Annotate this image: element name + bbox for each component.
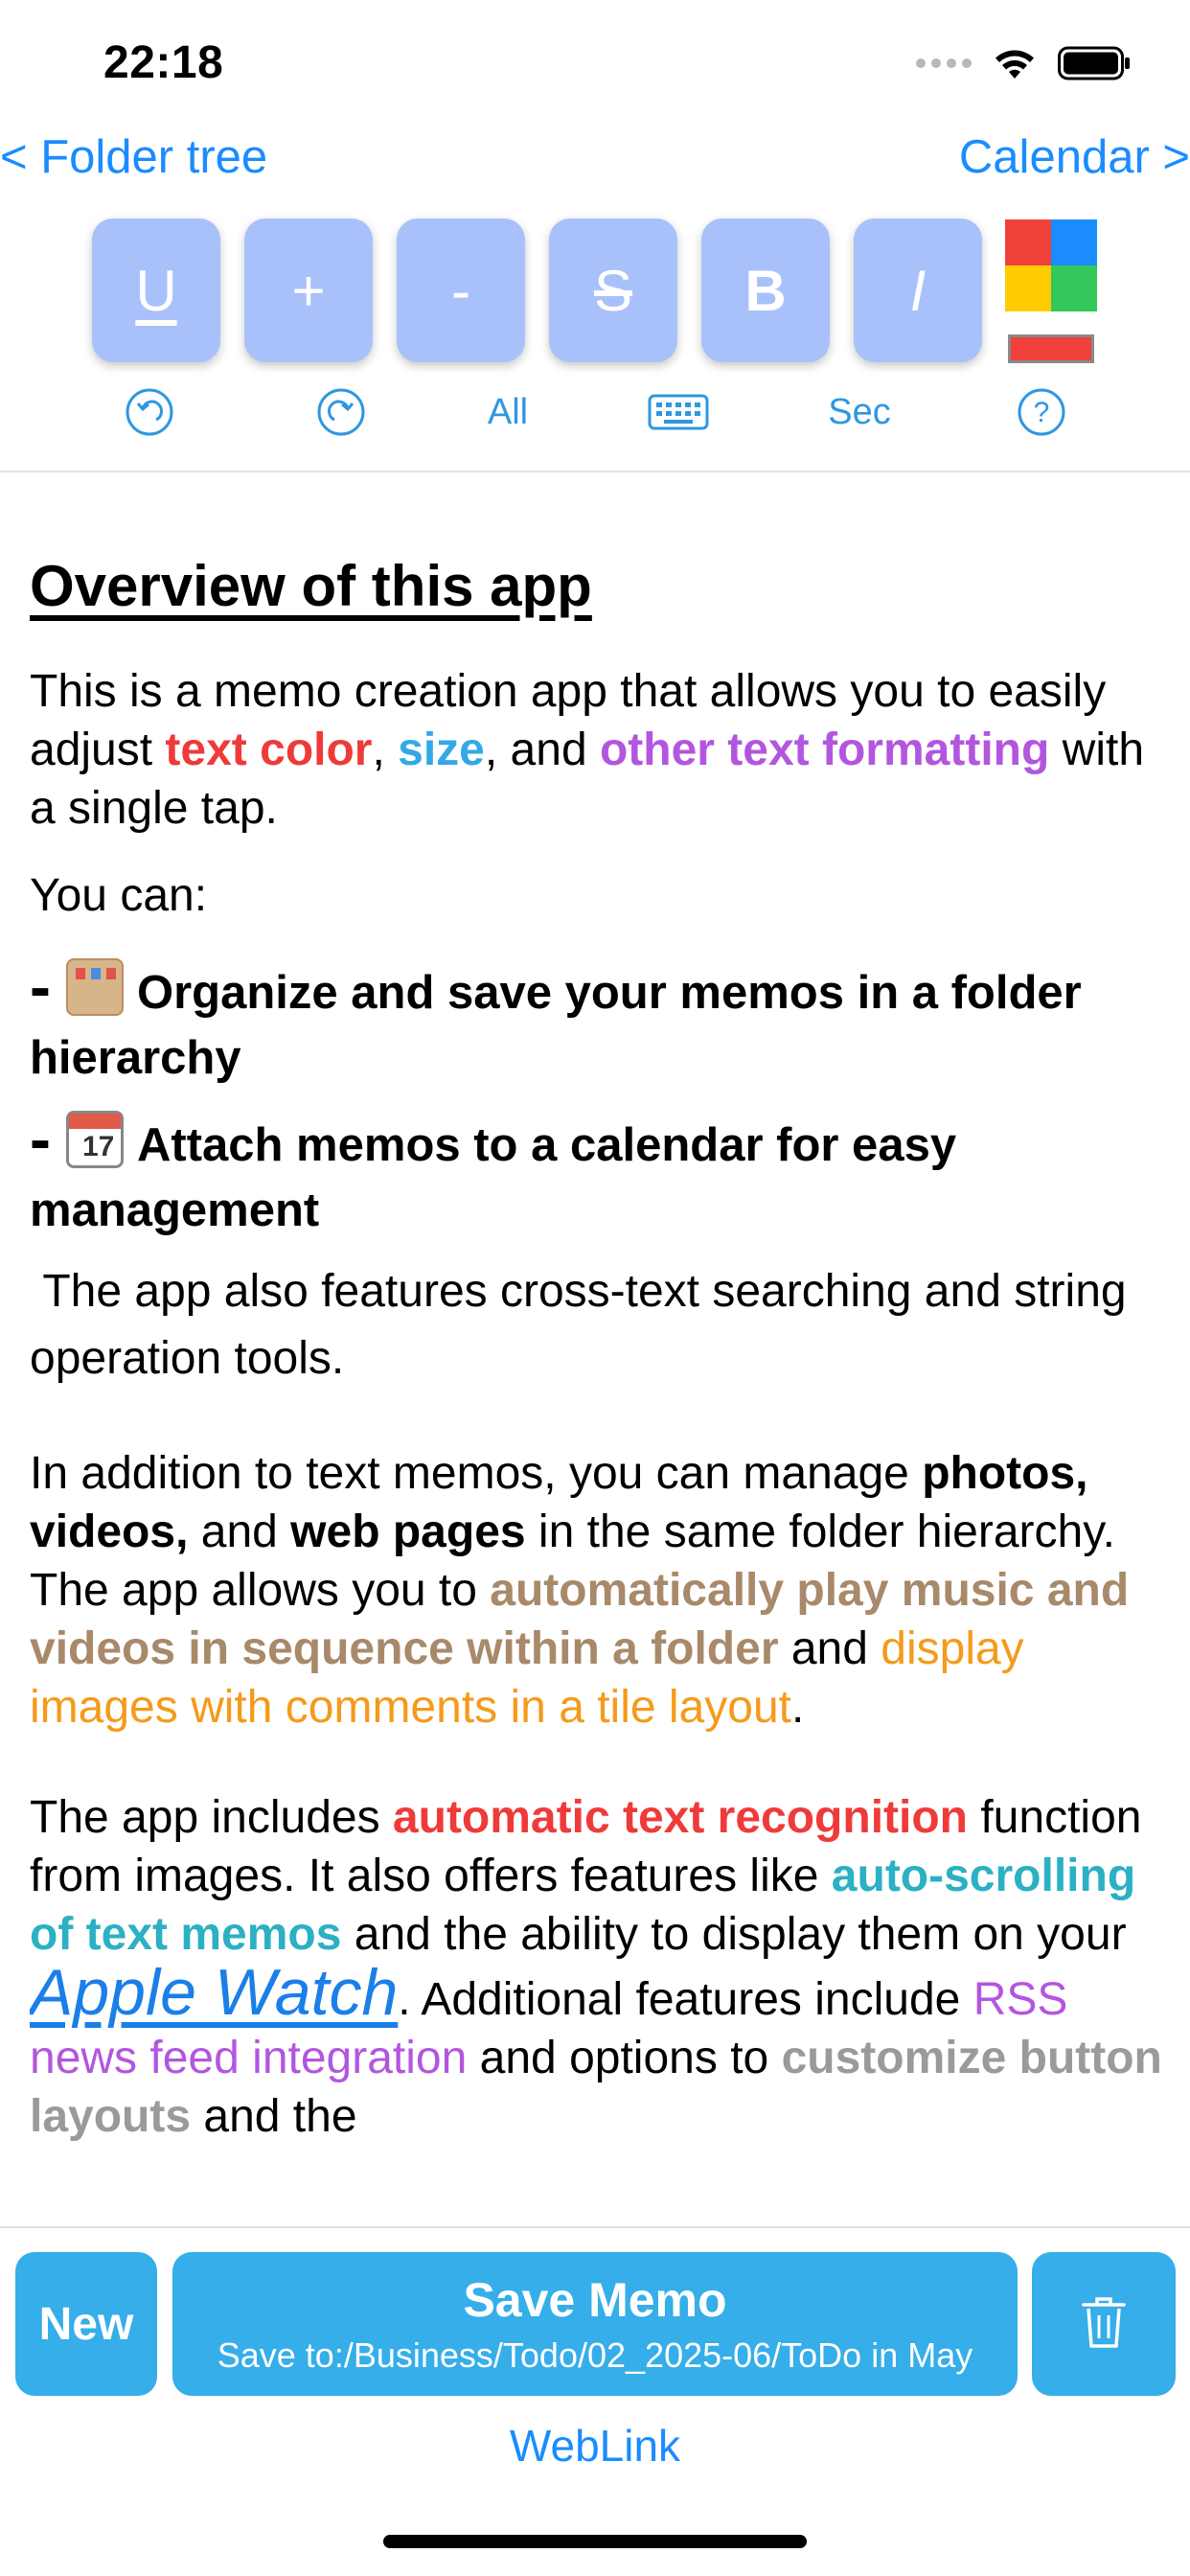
color-swatch-yellow (1005, 265, 1051, 311)
cellular-signal-icon (916, 58, 972, 68)
trash-icon (1080, 2294, 1128, 2355)
toolbar-divider (0, 471, 1190, 472)
weblink-button[interactable]: WebLink (509, 2421, 681, 2471)
bold-label: B (744, 258, 787, 323)
decrease-label: - (451, 258, 470, 323)
calendar-link[interactable]: Calendar > (958, 131, 1190, 183)
svg-text:?: ? (1033, 397, 1050, 428)
memo-paragraph-1: This is a memo creation app that allows you to easily adjust text color, size, and other text formatting with a single tap. (30, 666, 1145, 834)
bullet-folder: - Organize and save your memos in a folder hierarchy (30, 951, 1082, 1084)
bold-button[interactable] (701, 218, 830, 362)
nav-bar (0, 125, 1190, 192)
save-memo-button[interactable] (172, 2252, 1018, 2396)
bullet-calendar: - 17 Attach memos to a calendar for easy management (30, 1103, 957, 1236)
italic-button[interactable] (854, 218, 982, 362)
color-swatch-red (1005, 219, 1051, 265)
section-button[interactable]: Sec (828, 391, 891, 432)
strikethrough-button[interactable] (549, 218, 677, 362)
folder-tree-link[interactable]: < Folder tree (0, 131, 268, 183)
memo-text-area[interactable] (30, 551, 1165, 2199)
underline-button[interactable] (92, 218, 220, 362)
status-time: 22:18 (103, 37, 224, 88)
increase-label: + (291, 258, 326, 323)
color-palette-button[interactable] (1005, 219, 1097, 311)
selected-color-indicator[interactable] (1008, 334, 1094, 363)
increase-size-button[interactable] (244, 218, 373, 362)
battery-icon (1058, 46, 1131, 80)
decrease-size-button[interactable] (397, 218, 525, 362)
select-all-button[interactable]: All (487, 391, 529, 432)
help-icon[interactable] (1013, 383, 1070, 441)
keyboard-icon[interactable] (648, 383, 709, 441)
calendar-icon: 17 (66, 1111, 124, 1168)
memo-paragraph-4: In addition to text memos, you can manage photos, videos, and web pages in the same folder hierarchy. The app allows you to automatically play music and videos in sequence within a folder and display images with comments in a tile layout. (30, 1448, 1130, 1733)
underline-label: U (135, 258, 177, 323)
save-path-label: Save to:/Business/Todo/02_2025-06/ToDo in May (217, 2335, 973, 2375)
new-memo-button[interactable]: New (15, 2252, 157, 2396)
status-bar (0, 0, 1190, 125)
memo-paragraph-3: The app also features cross-text searching and string operation tools. (30, 1266, 1127, 1384)
memo-title: Overview of this app (30, 554, 592, 618)
color-swatch-green (1051, 265, 1097, 311)
bottom-divider (0, 2226, 1190, 2228)
wifi-icon (993, 46, 1037, 80)
format-toolbar (92, 218, 982, 362)
card-index-icon (66, 958, 124, 1016)
delete-button[interactable] (1032, 2252, 1176, 2396)
undo-icon[interactable] (121, 383, 178, 441)
status-icons (916, 46, 1131, 80)
memo-paragraph-2: You can: (30, 870, 208, 921)
memo-paragraph-5: The app includes automatic text recognition function from images. It also offers features like auto-scrolling of text memos and the ability to display them on your Apple Watch. Additional features include RSS news feed integration and options to customize button layouts and the (30, 1792, 1162, 2142)
save-memo-label: Save Memo (463, 2273, 727, 2327)
secondary-toolbar (0, 383, 1190, 441)
redo-icon[interactable] (312, 383, 370, 441)
color-swatch-blue (1051, 219, 1097, 265)
strike-label: S (593, 258, 633, 323)
italic-label: I (909, 258, 927, 323)
home-indicator[interactable] (383, 2535, 807, 2548)
